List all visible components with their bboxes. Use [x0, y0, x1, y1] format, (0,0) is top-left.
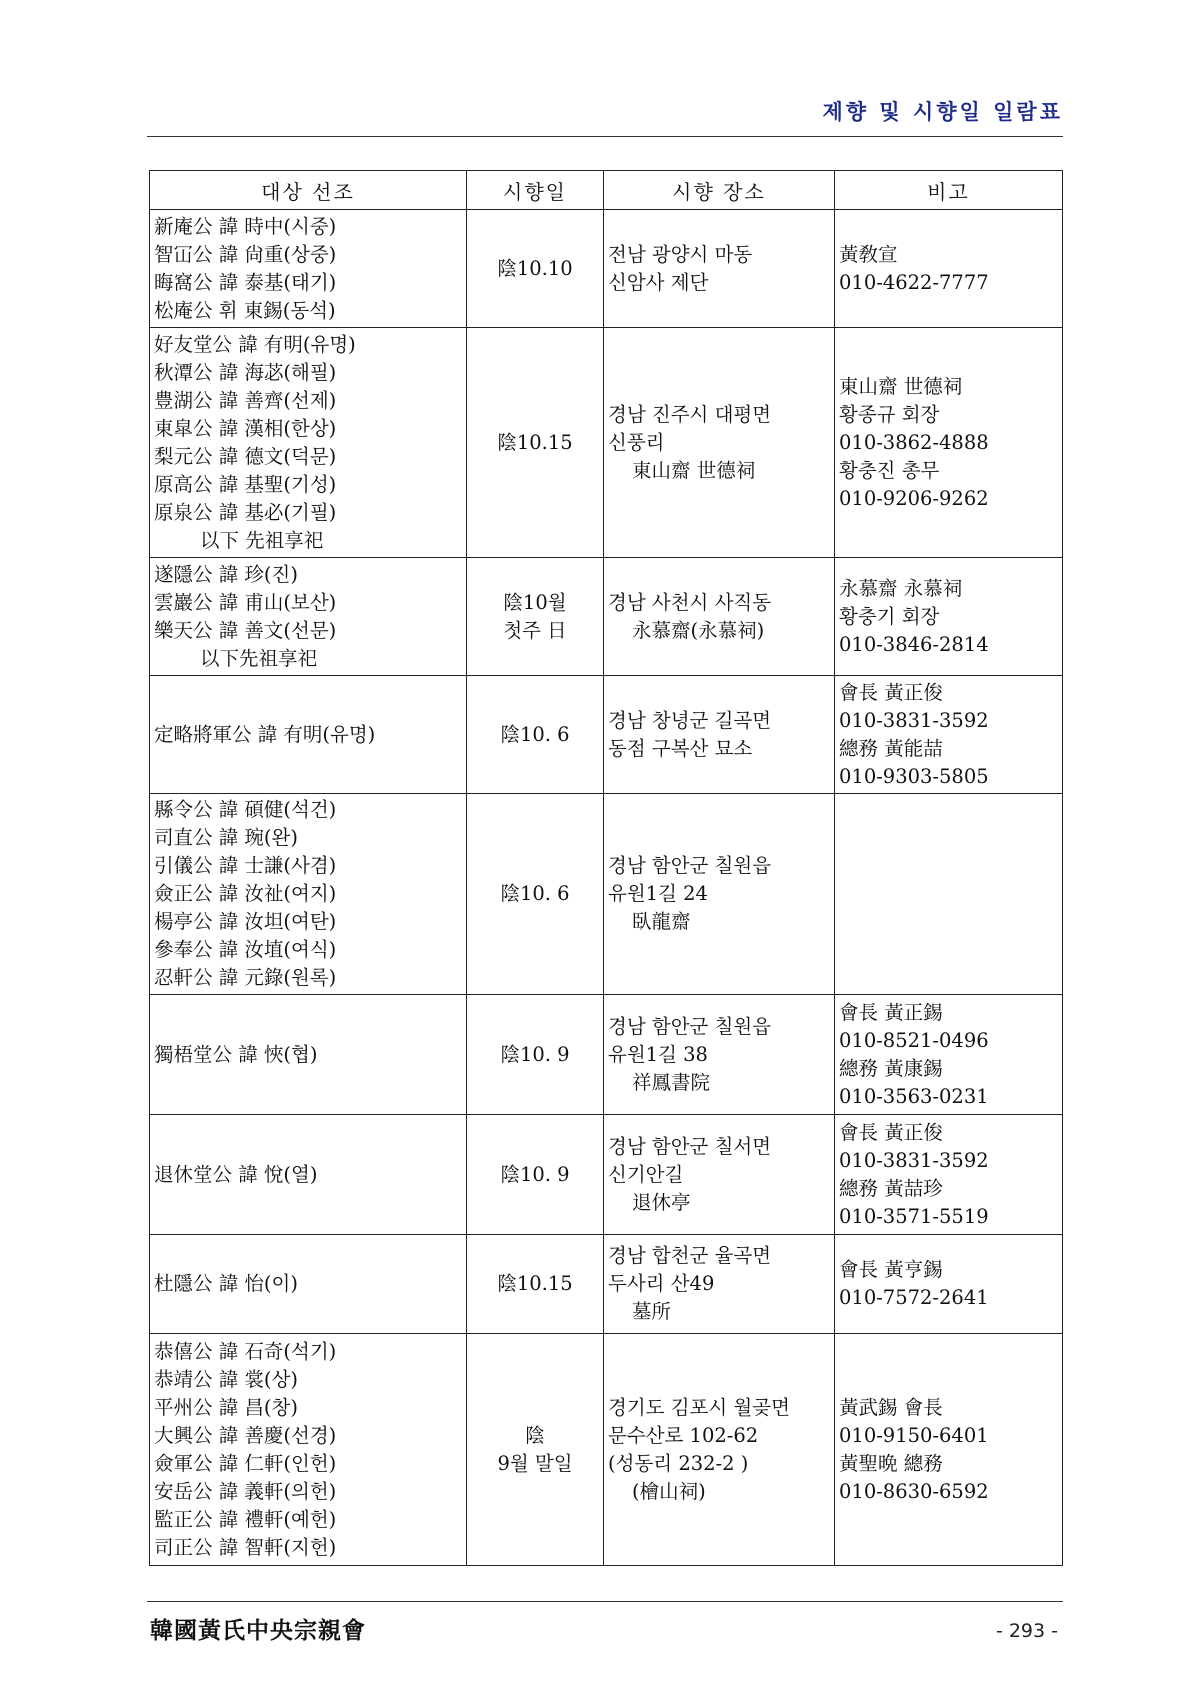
ancestor-entry: 安岳公 諱 義軒(의헌)	[154, 1479, 337, 1503]
place-cell	[604, 328, 835, 558]
ancestor-entry: 杜隱公 諱 怡(이)	[154, 1272, 298, 1295]
place-line: 경남 창녕군 길곡면	[608, 708, 772, 732]
note-line: 會長 黃正俊	[839, 1120, 943, 1144]
ancestors-cell	[150, 1334, 467, 1566]
date-cell	[467, 1235, 604, 1334]
place-line: 경남 함안군 칠원읍	[608, 854, 772, 877]
place-line: 경남 사천시 사직동	[608, 590, 772, 614]
place-line: 전남 광양시 마동	[608, 242, 753, 266]
notes-cell	[835, 1115, 1063, 1235]
ancestor-entry: 大興公 諱 善慶(선경)	[154, 1423, 337, 1447]
ancestor-entry: 秋潭公 諱 海苾(해필)	[154, 360, 337, 384]
table-row	[150, 1115, 1063, 1235]
note-line: 황종규 회장	[839, 402, 940, 426]
ancestor-entry: 豊湖公 諱 善齊(선제)	[154, 388, 337, 412]
note-line: 010-9303-5805	[839, 764, 989, 788]
ancestors-cell	[150, 995, 467, 1115]
memorial-date: 陰10. 9	[500, 1162, 570, 1186]
table-row	[150, 676, 1063, 794]
place-line: 유원1길 38	[608, 1042, 708, 1066]
ancestor-entry: 恭僖公 諱 石奇(석기)	[154, 1339, 337, 1363]
notes-cell	[835, 328, 1063, 558]
place-line: 동점 구복산 묘소	[608, 736, 753, 760]
note-line: 010-9206-9262	[839, 486, 989, 510]
date-cell	[467, 995, 604, 1115]
memorial-date: 陰10. 6	[500, 882, 570, 905]
date-cell	[467, 210, 604, 328]
place-line: 東山齋 世德祠	[632, 458, 756, 482]
memorial-date: 첫주 日	[503, 618, 567, 642]
note-line: 010-3571-5519	[839, 1204, 989, 1228]
note-line: 永慕齋 永慕祠	[839, 576, 963, 600]
place-line: 신풍리	[608, 430, 665, 454]
note-line: 010-9150-6401	[839, 1423, 989, 1447]
ancestor-entry: 獨梧堂公 諱 悏(협)	[154, 1042, 318, 1066]
notes-cell	[835, 1334, 1063, 1566]
memorial-date: 陰10. 6	[500, 722, 570, 746]
ancestor-entry: 司直公 諱 琬(완)	[154, 826, 298, 849]
page-title: 제향 및 시향일 일람표	[822, 100, 1063, 124]
note-line: 황충기 회장	[839, 604, 940, 628]
place-line: 경남 함안군 칠서면	[608, 1134, 772, 1158]
place-cell	[604, 558, 835, 676]
note-line: 010-8630-6592	[839, 1479, 989, 1503]
notes-cell	[835, 676, 1063, 794]
ancestor-entry: 晦窩公 諱 泰基(태기)	[154, 270, 337, 294]
ancestor-entry: 智冚公 諱 尙重(상중)	[154, 242, 337, 266]
column-header-notes: 비고	[835, 171, 1063, 210]
notes-cell	[835, 794, 1063, 995]
memorial-date: 陰10. 9	[500, 1042, 570, 1066]
ancestor-entry: 新庵公 諱 時中(시중)	[154, 214, 337, 238]
note-line: 會長 黃正錫	[839, 1000, 943, 1024]
place-line: 臥龍齋	[632, 910, 691, 933]
place-line: 永慕齋(永慕祠)	[632, 618, 765, 642]
table-row	[150, 1235, 1063, 1334]
note-line: 會長 黃亨錫	[839, 1258, 943, 1281]
place-line: 祥鳳書院	[632, 1070, 711, 1094]
note-line: 會長 黃正俊	[839, 680, 943, 704]
memorial-schedule-table	[149, 170, 1063, 1566]
ancestor-entry: 樂天公 諱 善文(선문)	[154, 618, 337, 642]
ancestor-entry: 雲巖公 諱 甫山(보산)	[154, 590, 337, 614]
note-line: 東山齋 世德祠	[839, 374, 963, 398]
note-line: 010-3846-2814	[839, 632, 989, 656]
place-line: 신암사 제단	[608, 270, 709, 294]
note-line: 總務 黃喆珍	[839, 1176, 943, 1200]
memorial-date: 陰10.15	[497, 430, 573, 454]
ancestor-entry: 松庵公 휘 東錫(동석)	[154, 298, 336, 322]
place-cell	[604, 210, 835, 328]
column-header-date: 시향일	[467, 171, 604, 210]
ancestor-entry: 參奉公 諱 汝埴(여식)	[154, 938, 337, 961]
date-cell	[467, 794, 604, 995]
place-cell	[604, 1115, 835, 1235]
table-row	[150, 1334, 1063, 1566]
place-cell	[604, 794, 835, 995]
note-line: 黃敎宣	[839, 242, 898, 266]
table-row	[150, 328, 1063, 558]
ancestor-entry: 好友堂公 諱 有明(유명)	[154, 332, 356, 356]
date-cell	[467, 1115, 604, 1235]
place-line: 墓所	[632, 1300, 672, 1323]
ancestors-cell	[150, 794, 467, 995]
ancestor-entry: 縣令公 諱 碩健(석건)	[154, 798, 337, 821]
ancestors-cell	[150, 1115, 467, 1235]
ancestors-cell	[150, 676, 467, 794]
ancestor-entry: 監正公 諱 禮軒(예헌)	[154, 1507, 337, 1531]
note-line: 黃武錫 會長	[839, 1395, 943, 1419]
date-cell	[467, 558, 604, 676]
place-cell	[604, 1235, 835, 1334]
table-header-row	[150, 171, 1063, 210]
ancestor-entry: 僉正公 諱 汝祉(여지)	[154, 882, 337, 905]
ancestor-entry: 引儀公 諱 士謙(사겸)	[154, 854, 337, 877]
table-row	[150, 210, 1063, 328]
ancestor-entry: 梨元公 諱 德文(덕문)	[154, 444, 337, 468]
memorial-date: 陰10.10	[497, 256, 573, 280]
ancestor-entry: 恭靖公 諱 裳(상)	[154, 1367, 298, 1391]
note-line: 010-3831-3592	[839, 708, 989, 732]
date-cell	[467, 328, 604, 558]
ancestor-entry: 忍軒公 諱 元錄(원록)	[154, 966, 337, 989]
date-cell	[467, 676, 604, 794]
note-line: 010-8521-0496	[839, 1028, 989, 1052]
note-line: 010-3862-4888	[839, 430, 989, 454]
table-row	[150, 558, 1063, 676]
notes-cell	[835, 558, 1063, 676]
notes-cell	[835, 210, 1063, 328]
column-header-ancestors: 대상 선조	[150, 171, 467, 210]
ancestors-cell	[150, 1235, 467, 1334]
note-line: 總務 黃康錫	[839, 1056, 943, 1080]
ancestor-entry: 原高公 諱 基聖(기성)	[154, 472, 337, 496]
ancestors-cell	[150, 328, 467, 558]
place-cell	[604, 995, 835, 1115]
date-cell	[467, 1334, 604, 1566]
place-line: 경남 합천군 율곡면	[608, 1244, 772, 1267]
place-line: 유원1길 24	[608, 882, 708, 905]
ancestor-entry: 原泉公 諱 基必(기필)	[154, 500, 337, 524]
place-line: 신기안길	[608, 1162, 684, 1186]
footer-divider	[147, 1601, 1063, 1602]
page-header	[147, 88, 1063, 137]
place-line: 두사리 산49	[608, 1272, 715, 1295]
place-line: (성동리 232-2 )	[608, 1451, 749, 1475]
ancestor-entry: 平州公 諱 昌(창)	[154, 1395, 298, 1419]
ancestors-cell	[150, 210, 467, 328]
place-cell	[604, 676, 835, 794]
notes-cell	[835, 1235, 1063, 1334]
memorial-date: 9월 말일	[497, 1451, 573, 1475]
place-line: 경남 진주시 대평면	[608, 402, 772, 426]
ancestors-cell	[150, 558, 467, 676]
ancestor-entry: 楊亭公 諱 汝坦(여탄)	[154, 910, 337, 933]
ancestor-entry: 僉軍公 諱 仁軒(인헌)	[154, 1451, 337, 1475]
memorial-date: 陰10.15	[497, 1272, 573, 1295]
ancestor-entry: 東皐公 諱 漢相(한상)	[154, 416, 337, 440]
ancestor-note: 以下 先祖享祀	[200, 528, 324, 552]
note-line: 010-3831-3592	[839, 1148, 989, 1172]
place-cell	[604, 1334, 835, 1566]
ancestor-entry: 司正公 諱 智軒(지헌)	[154, 1535, 337, 1559]
note-line: 010-4622-7777	[839, 270, 989, 294]
ancestor-entry: 退休堂公 諱 悅(열)	[154, 1162, 318, 1186]
table-row	[150, 995, 1063, 1115]
note-line: 總務 黃能喆	[839, 736, 943, 760]
ancestor-note: 以下先祖享祀	[200, 646, 318, 670]
memorial-date: 陰10월	[503, 590, 567, 614]
place-line: (檜山祠)	[632, 1479, 706, 1503]
table-row	[150, 794, 1063, 995]
note-line: 황충진 총무	[839, 458, 940, 482]
note-line: 黃聖晩 總務	[839, 1451, 943, 1475]
memorial-date: 陰	[525, 1423, 545, 1447]
note-line: 010-3563-0231	[839, 1084, 989, 1108]
column-header-place: 시향 장소	[604, 171, 835, 210]
note-line: 010-7572-2641	[839, 1286, 989, 1309]
place-line: 경기도 김포시 월곶면	[608, 1395, 790, 1419]
place-line: 退休亭	[632, 1190, 691, 1214]
organization-logo: 韓國黃氏中央宗親會	[150, 1617, 366, 1644]
notes-cell	[835, 995, 1063, 1115]
place-line: 문수산로 102-62	[608, 1423, 759, 1447]
ancestor-entry: 定略將軍公 諱 有明(유명)	[154, 722, 376, 746]
place-line: 경남 함안군 칠원읍	[608, 1014, 772, 1038]
ancestor-entry: 遂隱公 諱 珍(진)	[154, 562, 298, 586]
page-number: - 293 -	[995, 1620, 1058, 1642]
